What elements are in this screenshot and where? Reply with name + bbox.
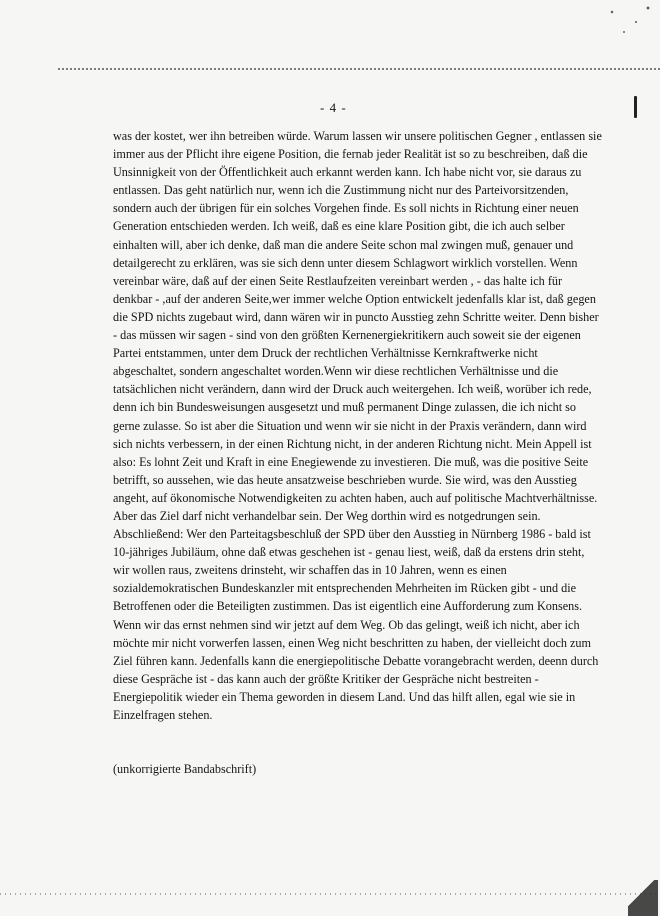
- body-line: Aber das Ziel darf nicht verhandelbar sein. Der Weg dorthin wird es notgedrungen sein.: [113, 508, 541, 523]
- body-line: Betroffenen oder die Beteiligten zustimmen. Das ist eigentlich eine Aufforderung zum Konsens.: [113, 599, 582, 614]
- body-line: Ziel führen kann. Jedenfalls kann die energiepolitische Debatte vorangebracht werden, deenn durch: [113, 653, 599, 668]
- body-line: sozialdemokratischen Bundeskanzler mit entsprechenden Mehrheiten im Rücken gibt - und die: [113, 581, 576, 596]
- body-line: sondern auch der übrigen für ein solches Vorgehen finde. Es soll nichts in Richtung einer neuen: [113, 201, 579, 216]
- body-line: diese Gespräche ist - das kann auch der größte Kritiker der Gespräche nicht bestreiten -: [113, 671, 539, 686]
- body-line: Generation entschieden werden. Ich weiß, daß es eine klare Position gibt, die ich auch selber: [113, 219, 565, 234]
- body-line: sich nichts verbessern, in der einen Richtung nicht, in der anderen Richtung nicht. Mein Appell ist: [113, 436, 592, 451]
- body-line: also: Es lohnt Zeit und Kraft in eine Enegiewende zu investieren. Die muß, was die positive Seite: [113, 454, 589, 469]
- footer-note: (unkorrigierte Bandabschrift): [113, 762, 257, 776]
- body-line: was der kostet, wer ihn betreiben würde. Warum lassen wir unsere politischen Gegner , entlassen sie: [113, 129, 602, 143]
- page-number: - 4 -: [320, 100, 347, 115]
- body-line: Energiepolitik wieder ein Thema geworden in diesem Land. Und das hilft allen, egal wie sie in: [113, 689, 576, 704]
- body-line: denkbar - ,auf der anderen Seite,wer immer welche Option entwickelt jedenfalls klar ist, daß gegen: [113, 291, 596, 306]
- body-line: einhalten will, aber ich denke, daß man die andere Seite schon mal zwingen muß, genauer und: [113, 237, 574, 252]
- body-line: Abschließend: Wer den Parteitagsbeschluß der SPD über den Ausstieg in Nürnberg 1986 - bald ist: [113, 527, 591, 542]
- body-line: gerne zulasse. So ist aber die Situation und wenn wir sie nicht in der Praxis verändern, dann wird: [113, 418, 587, 433]
- body-line: die SPD nichts zugebaut wird, dann wären wir in puncto Ausstieg zehn Schritte weiter. Denn bisher: [113, 309, 599, 324]
- body-line: 10-jähriges Jubiläum, ohne daß etwas geschehen ist - genau liest, weiß, daß da erstens drin steht,: [113, 545, 585, 560]
- body-line: betrifft, so aussehen, wie das heute ansatzweise beschrieben wurde. Sie wird, was den Ausstieg: [113, 472, 577, 487]
- body-line: wir wollen raus, zweitens drinsteht, wir schaffen das in 10 Jahren, wenn es einen: [113, 563, 507, 578]
- body-line: denn ich bin Bundesweisungen ausgesetzt und muß permanent Dinge zulassen, die ich nicht so: [113, 400, 577, 415]
- body-text: [113, 127, 613, 724]
- scan-artifact-edge-mark: [634, 96, 637, 118]
- scan-artifact-line-bottom: [0, 893, 660, 895]
- body-line: detailgerecht zu erklären, was sie sich denn unter diesem Schlagwort wirklich vorstellen. Wenn: [113, 255, 578, 270]
- body-line: Unsinnigkeit von der Öffentlichkeit auch erkannt werden kann. Ich habe nicht vor, sie daraus zu: [113, 165, 582, 180]
- body-line: abgeschaltet, sondern angeschaltet worden.Wenn wir diese rechtlichen Verhältnisse und die: [113, 364, 559, 379]
- body-line: - das müssen wir sagen - sind von den größten Kernenergiekritikern auch soweit sie der eigenen: [113, 328, 581, 343]
- scan-artifact-line-top: [58, 68, 660, 70]
- body-line: immer aus der Pflicht ihre eigene Position, die fernab jeder Realität ist so zu beschreiben, daß die: [113, 147, 588, 162]
- body-line: angeht, auf ökonomische Notwendigkeiten zu achten haben, auch auf politische Machtverhältnisse.: [113, 490, 598, 505]
- body-line: tatsächlichen nicht verändern, dann wird der Druck auch weitergehen. Ich weiß, worüber ich rede,: [113, 382, 592, 397]
- body-line: Partei entstammen, unter dem Druck der rechtlichen Verhältnisse Kernkraftwerke nicht: [113, 346, 538, 361]
- body-line: entlassen. Das geht natürlich nur, wenn ich die Zustimmung nicht nur des Parteivorsitzenden,: [113, 183, 569, 198]
- body-line: Einzelfragen stehen.: [113, 708, 213, 722]
- scan-artifact-corner-bottom: [628, 880, 658, 916]
- body-line: möchte mir nicht vorwerfen lassen, einen Weg nicht beschritten zu haben, der vielleicht doch zum: [113, 635, 592, 650]
- body-line: Wenn wir das ernst nehmen sind wir jetzt auf dem Weg. Ob das gelingt, weiß ich nicht, aber ich: [113, 617, 580, 632]
- body-line: vereinbar wäre, daß auf der einen Seite Restlaufzeiten vereinbart werden , - das halte ich für: [113, 273, 563, 288]
- scan-artifact-corner: [600, 0, 660, 40]
